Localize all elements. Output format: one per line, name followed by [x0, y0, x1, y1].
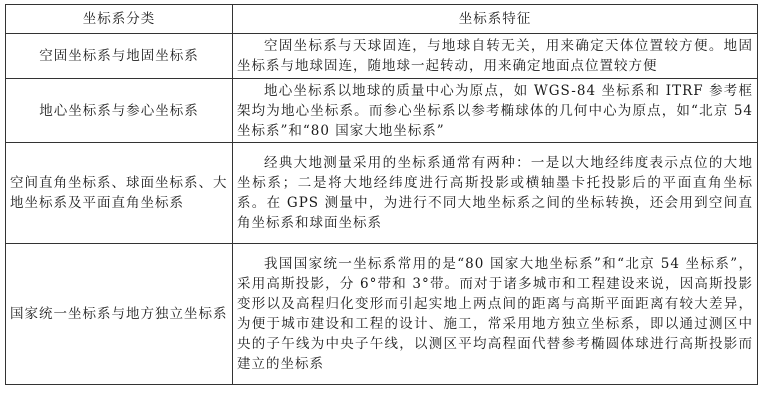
category-cell: 国家统一坐标系与地方独立坐标系 [6, 244, 233, 385]
table-row [6, 143, 758, 244]
feature-cell: 经典大地测量采用的坐标系通常有两种：一是以大地经纬度表示点位的大地坐标系；二是将大地经纬度进行高斯投影或横轴墨卡托投影后的平面直角坐标系。在 GPS 测量中，为进行不同大地坐标系之间的坐标转换，还会用到空间直角坐标系和球面坐标系 [233, 143, 758, 244]
table-header-row [6, 5, 758, 34]
table-row [6, 79, 758, 143]
feature-cell: 空固坐标系与天球固连，与地球自转无关，用来确定天体位置较方便。地固坐标系与地球固连，随地球一起转动，用来确定地面点位置较方便 [233, 34, 758, 79]
feature-cell: 我国国家统一坐标系常用的是“80 国家大地坐标系”和“北京 54 坐标系”，采用高斯投影，分 6°带和 3°带。而对于诸多城市和工程建设来说，因高斯投影变形以及高程归化变形而引起实地上两点间的距离与高斯平面距离有较大差异，为便于城市建设和工程的设计、施工，常采用地方独立坐标系，即以通过测区中央的子午线为中央子午线，以测区平均高程面代替参考椭圆体球进行高斯投影而建立的坐标系 [233, 244, 758, 385]
category-cell: 地心坐标系与参心坐标系 [6, 79, 233, 143]
table-row [6, 244, 758, 385]
table-row [6, 34, 758, 79]
category-cell: 空固坐标系与地固坐标系 [6, 34, 233, 79]
category-cell: 空间直角坐标系、球面坐标系、大地坐标系及平面直角坐标系 [6, 143, 233, 244]
feature-cell: 地心坐标系以地球的质量中心为原点，如 WGS-84 坐标系和 ITRF 参考框架均为地心坐标系。而参心坐标系以参考椭球体的几何中心为原点，如“北京 54 坐标系”和“80 国家大地坐标系” [233, 79, 758, 143]
header-category: 坐标系分类 [6, 5, 233, 34]
header-feature: 坐标系特征 [233, 5, 758, 34]
coordinate-system-table [5, 4, 758, 385]
